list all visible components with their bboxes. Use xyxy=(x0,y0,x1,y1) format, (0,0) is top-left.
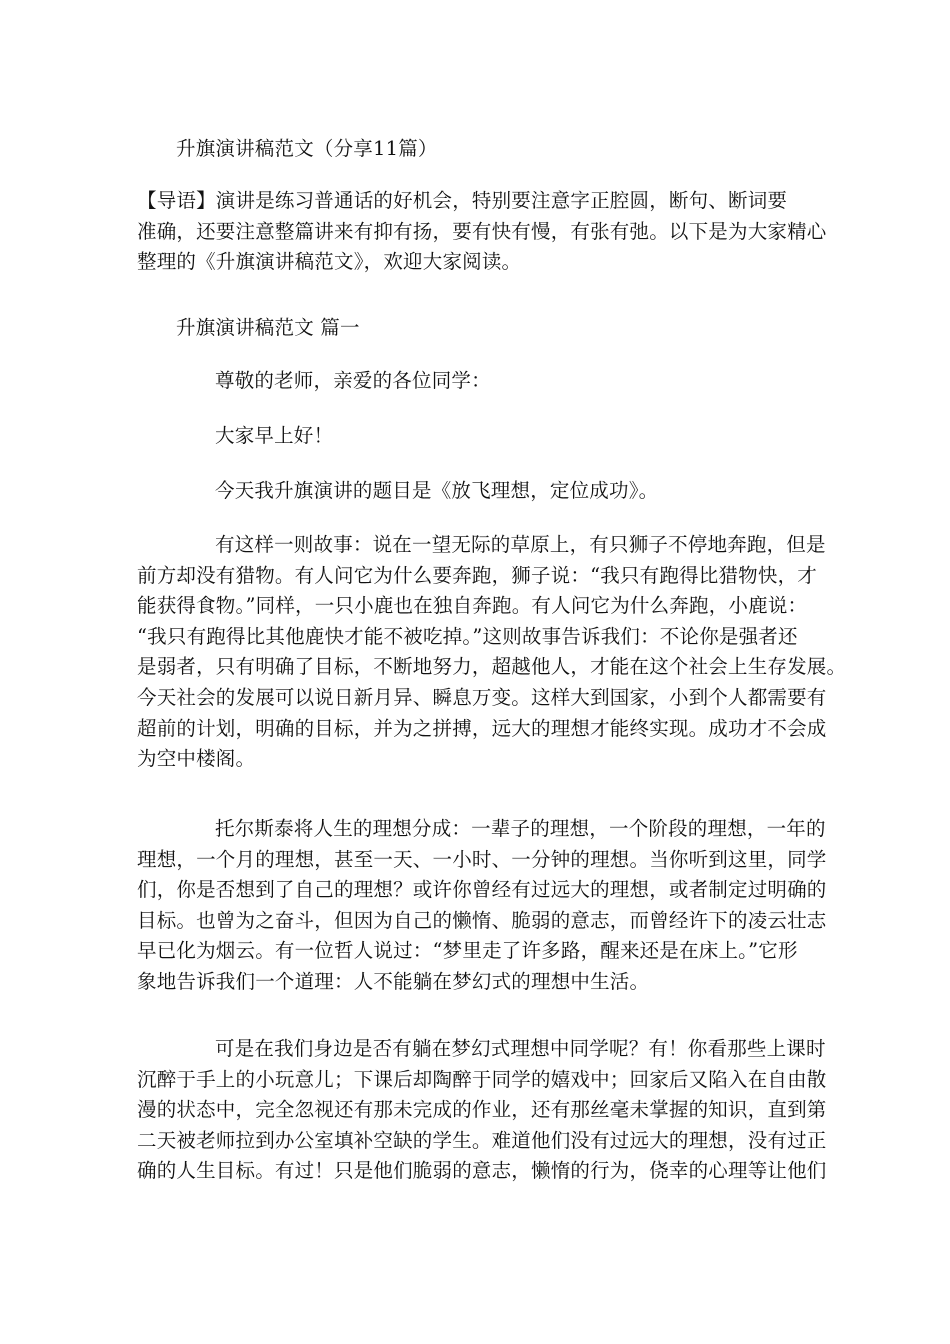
section-heading: 升旗演讲稿范文 篇一 xyxy=(176,316,360,339)
paragraph-line: 超前的计划，明确的目标，并为之拼搏，远大的理想才能终实现。成功才不会成 xyxy=(137,716,827,740)
document-title: 升旗演讲稿范文（分享11篇） xyxy=(176,137,438,160)
paragraph-line: 今天社会的发展可以说日新月异、瞬息万变。这样大到国家，小到个人都需要有 xyxy=(137,685,827,709)
paragraph-line: “我只有跑得比其他鹿快才能不被吃掉。”这则故事告诉我们：不论你是强者还 xyxy=(137,624,798,648)
body-paragraph-2 xyxy=(137,814,827,998)
paragraph-line: 为空中楼阁。 xyxy=(137,747,256,771)
paragraph-line: 二天被老师拉到办公室填补空缺的学生。难道他们没有过远大的理想，没有过正 xyxy=(137,1128,827,1152)
paragraph-line: 们，你是否想到了自己的理想？或许你曾经有过远大的理想，或者制定过明确的 xyxy=(137,878,827,902)
body-paragraph-3 xyxy=(137,1034,827,1187)
topic-line: 今天我升旗演讲的题目是《放飞理想，定位成功》。 xyxy=(215,479,659,502)
paragraph-line: 目标。也曾为之奋斗，但因为自己的懒惰、脆弱的意志，而曾经许下的凌云壮志 xyxy=(137,908,827,932)
intro-line: 准确，还要注意整篇讲来有抑有扬，要有快有慢，有张有弛。以下是为大家精心 xyxy=(137,219,827,243)
paragraph-line: 前方却没有猎物。有人问它为什么要奔跑，狮子说：“我只有跑得比猎物快，才 xyxy=(137,563,817,587)
intro-paragraph xyxy=(137,186,827,278)
paragraph-line: 漫的状态中，完全忽视还有那未完成的作业，还有那丝毫未掌握的知识，直到第 xyxy=(137,1098,827,1122)
greeting: 大家早上好！ xyxy=(215,424,334,447)
body-paragraph-1 xyxy=(137,530,847,775)
paragraph-line: 确的人生目标。有过！只是他们脆弱的意志，懒惰的行为，侥幸的心理等让他们 xyxy=(137,1159,827,1183)
paragraph-line: 能获得食物。”同样，一只小鹿也在独自奔跑。有人问它为什么奔跑，小鹿说： xyxy=(137,594,808,618)
paragraph-line: 早已化为烟云。有一位哲人说过：“梦里走了许多路，醒来还是在床上。”它形 xyxy=(137,939,798,963)
paragraph-line: 象地告诉我们一个道理：人不能躺在梦幻式的理想中生活。 xyxy=(137,969,650,993)
salutation: 尊敬的老师，亲爱的各位同学： xyxy=(215,369,491,392)
intro-line: 整理的《升旗演讲稿范文》，欢迎大家阅读。 xyxy=(137,250,522,274)
intro-line: 【导语】演讲是练习普通话的好机会，特别要注意字正腔圆，断句、断词要 xyxy=(137,189,788,212)
paragraph-line: 有这样一则故事：说在一望无际的草原上，有只狮子不停地奔跑，但是 xyxy=(215,533,826,556)
paragraph-line: 是弱者，只有明确了目标，不断地努力，超越他人，才能在这个社会上生存发展。 xyxy=(137,655,847,679)
paragraph-line: 托尔斯泰将人生的理想分成：一辈子的理想，一个阶段的理想，一年的 xyxy=(215,817,826,840)
paragraph-line: 理想，一个月的理想，甚至一天、一小时、一分钟的理想。当你听到这里，同学 xyxy=(137,847,827,871)
paragraph-line: 可是在我们身边是否有躺在梦幻式理想中同学呢？有！你看那些上课时 xyxy=(215,1037,826,1060)
paragraph-line: 沉醉于手上的小玩意儿；下课后却陶醉于同学的嬉戏中；回家后又陷入在自由散 xyxy=(137,1067,827,1091)
